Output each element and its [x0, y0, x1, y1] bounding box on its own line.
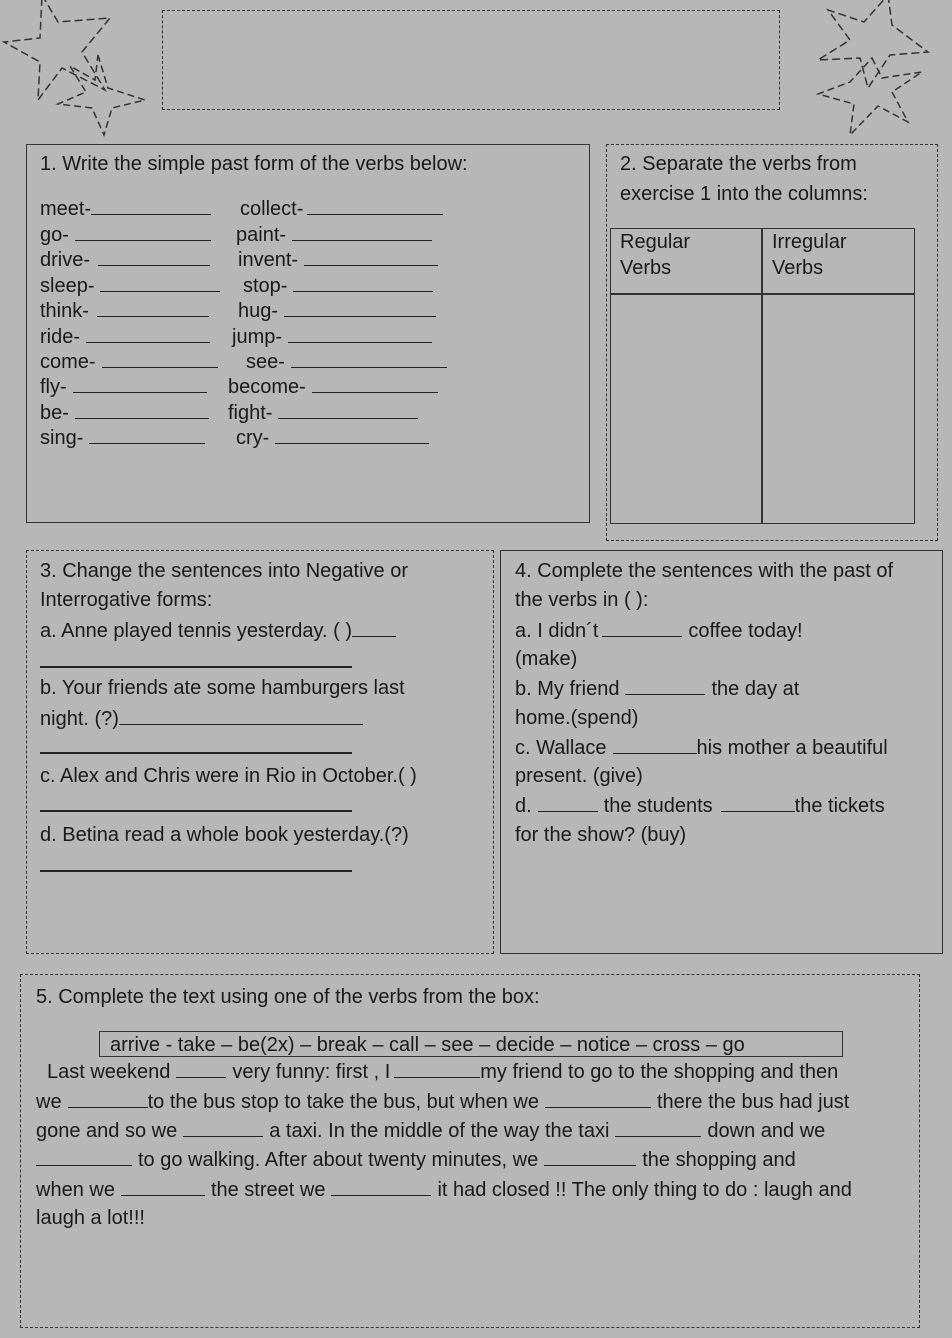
ex1-verb: be-: [40, 400, 209, 425]
title-box: [162, 10, 780, 110]
exercise-3-title-line1: 3. Change the sentences into Negative or: [40, 560, 409, 582]
irregular-verbs-header-line1: Irregular: [772, 231, 847, 253]
exercise-4-title-line1: 4. Complete the sentences with the past of: [515, 560, 893, 582]
exercise-2-title-line2: exercise 1 into the columns:: [620, 183, 868, 205]
word-box-text: arrive - take – be(2x) – break – call – see – decide – notice – cross – go: [110, 1034, 745, 1056]
regular-verbs-header-line1: Regular: [620, 231, 691, 253]
ex3-answer-line: [40, 752, 352, 754]
ex1-verb: ride-: [40, 324, 210, 349]
ex1-verb: fly-: [40, 374, 207, 399]
ex5-text-line: Last weekend very funny: first , I my friend to go to the shopping and then: [47, 1061, 839, 1083]
ex1-verb: drive-: [40, 247, 210, 272]
star-icon-top-right: [800, 0, 952, 140]
ex4-sentence-b-line2: home.(spend): [515, 707, 639, 729]
ex3-answer-line: [40, 870, 352, 872]
ex1-verb: hug-: [238, 298, 436, 323]
ex3-sentence-a: a. Anne played tennis yesterday. ( ): [40, 618, 396, 643]
ex1-verb: come-: [40, 349, 218, 374]
exercise-4-title-line2: the verbs in ( ):: [515, 589, 649, 611]
ex1-verb: fight-: [228, 400, 418, 425]
verbs-table-col-divider: [761, 228, 763, 524]
exercise-2-title-line1: 2. Separate the verbs from: [620, 153, 857, 175]
ex1-verb: become-: [228, 374, 438, 399]
ex5-text-line: we to the bus stop to take the bus, but when we there the bus had just: [36, 1091, 850, 1113]
ex3-sentence-b-line1: b. Your friends ate some hamburgers last: [40, 677, 405, 699]
ex1-verb: meet-: [40, 196, 211, 221]
ex1-verb: stop-: [243, 273, 433, 298]
ex1-verb: cry-: [236, 425, 429, 450]
ex4-sentence-c: c. Wallace his mother a beautiful: [515, 737, 888, 759]
ex3-sentence-b-line2: night. (?): [40, 706, 363, 731]
exercise-3-title-line2: Interrogative forms:: [40, 589, 213, 611]
ex4-sentence-d-line2: for the show? (buy): [515, 824, 687, 846]
ex1-verb: paint-: [236, 222, 432, 247]
ex5-text-line: laugh a lot!!!: [36, 1207, 145, 1229]
irregular-verbs-header-line2: Verbs: [772, 257, 824, 279]
ex1-verb: go-: [40, 222, 211, 247]
ex5-text-line: gone and so we a taxi. In the middle of the way the taxi down and we: [36, 1120, 826, 1142]
ex1-verb: collect-: [240, 196, 443, 221]
regular-verbs-header-line2: Verbs: [620, 257, 672, 279]
ex3-sentence-d: d. Betina read a whole book yesterday.(?): [40, 824, 409, 846]
exercise-1-title: 1. Write the simple past form of the verbs below:: [40, 153, 468, 175]
ex1-verb: invent-: [238, 247, 438, 272]
verbs-table-header-divider: [610, 293, 915, 295]
ex5-text-line: to go walking. After about twenty minutes, we the shopping and: [36, 1147, 796, 1172]
ex5-text-line: when we the street we it had closed !! The only thing to do : laugh and: [36, 1179, 852, 1201]
ex1-verb: sing-: [40, 425, 205, 450]
ex3-answer-line: [40, 810, 352, 812]
ex4-sentence-a-hint: (make): [515, 648, 578, 670]
ex4-sentence-b: b. My friend the day at: [515, 678, 800, 700]
ex1-verb: think-: [40, 298, 209, 323]
ex1-verb: jump-: [232, 324, 432, 349]
exercise-5-title: 5. Complete the text using one of the verbs from the box:: [36, 986, 540, 1008]
ex1-verb: see-: [246, 349, 447, 374]
ex1-verb: sleep-: [40, 273, 220, 298]
ex4-sentence-a: a. I didn´t coffee today!: [515, 620, 803, 642]
star-icon-top-left: [0, 0, 150, 140]
ex4-sentence-c-line2: present. (give): [515, 765, 643, 787]
ex3-answer-line: [40, 666, 352, 668]
ex3-sentence-c: c. Alex and Chris were in Rio in October.( ): [40, 765, 417, 787]
ex4-sentence-d: d. the students the tickets: [515, 795, 885, 817]
